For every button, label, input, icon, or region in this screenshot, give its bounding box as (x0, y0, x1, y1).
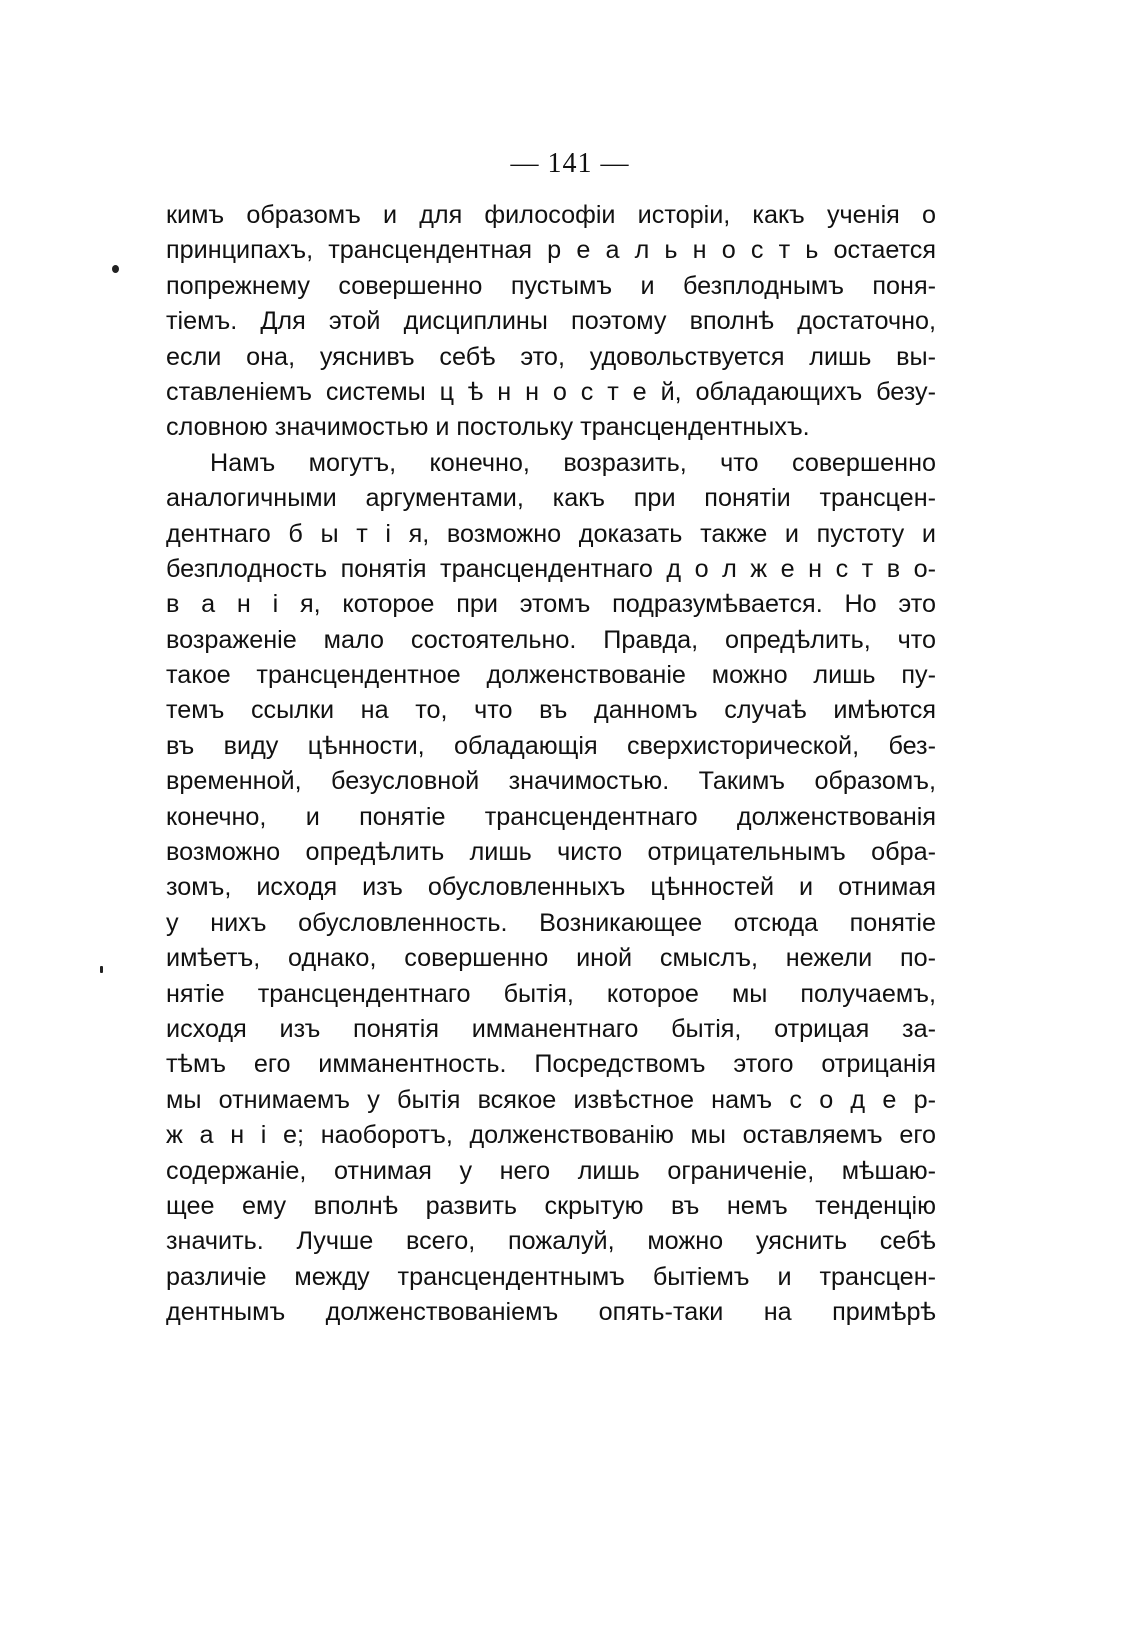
text-line: тѣмъ его имманентность. Посредствомъ этого отрицанiя (166, 1050, 936, 1079)
text-line: если она, уяснивъ себѣ это, удовольствуется лишь вы- (166, 342, 936, 371)
text-line: попрежнему совершенно пустымъ и безплоднымъ поня- (166, 271, 936, 300)
text-line: имѣетъ, однако, совершенно иной смыслъ, нежели по- (166, 944, 936, 973)
text-line: ставленiемъ системы ц ѣ н н о с т е й, обладающихъ безу- (166, 377, 936, 406)
page-number: — 141 — (510, 148, 630, 179)
text-line: возможно опредѣлить лишь чисто отрицательнымъ обра- (166, 838, 936, 867)
text-line: аналогичными аргументами, какъ при понятiи трансцен- (166, 484, 936, 513)
text-line: мы отнимаемъ у бытiя всякое извѣстное намъ с о д е р- (166, 1085, 936, 1114)
text-line: такое трансцендентное долженствованiе можно лишь пу- (166, 661, 936, 690)
text-line: нятiе трансцендентнаго бытiя, которое мы получаемъ, (166, 979, 936, 1008)
text-line: исходя изъ понятiя имманентнаго бытiя, отрицая за- (166, 1014, 936, 1043)
text-line: дентнаго б ы т i я, возможно доказать также и пустоту и (166, 519, 936, 548)
text-line: у нихъ обусловленность. Возникающее отсюда понятiе (166, 908, 936, 937)
text-line: значить. Лучше всего, пожалуй, можно уяснить себѣ (166, 1227, 936, 1256)
text-line: содержанiе, отнимая у него лишь ограниченiе, мѣшаю- (166, 1156, 936, 1185)
scan-speck (112, 265, 119, 273)
text-line: безплодность понятiя трансцендентнаго д о л ж е н с т в о- (166, 554, 936, 583)
paragraph-1 (166, 198, 936, 446)
text-line: временной, безусловной значимостью. Такимъ образомъ, (166, 767, 936, 796)
paragraph-2 (166, 446, 936, 1331)
text-line: конечно, и понятiе трансцендентнаго долженствованiя (166, 802, 936, 831)
text-line: различiе между трансцендентнымъ бытiемъ и трансцен- (166, 1262, 936, 1291)
scan-speck (100, 966, 103, 973)
text-line: в а н i я, которое при этомъ подразумѣвается. Но это (166, 590, 936, 619)
text-line: темъ ссылки на то, что въ данномъ случаѣ имѣются (166, 696, 936, 725)
body-text (166, 198, 936, 1331)
text-line: ж а н i е; наоборотъ, долженствованiю мы оставляемъ его (166, 1121, 936, 1150)
text-line: Намъ могутъ, конечно, возразить, что совершенно (210, 448, 936, 477)
text-line: кимъ образомъ и для философiи исторiи, какъ ученiя о (166, 201, 936, 229)
text-line: принципахъ, трансцендентная р е а л ь н о с т ь остается (166, 236, 936, 265)
text-line: словною значимостью и постольку трансцендентныхъ. (166, 413, 810, 442)
text-line: дентнымъ долженствованiемъ опять-таки на примѣрѣ (166, 1298, 936, 1327)
text-line: зомъ, исходя изъ обусловленныхъ цѣнностей и отнимая (166, 873, 936, 902)
text-line: щее ему вполнѣ развить скрытую въ немъ тенденцiю (166, 1191, 936, 1220)
text-line: въ виду цѣнности, обладающiя сверхисторической, без- (166, 731, 936, 760)
text-line: возраженiе мало состоятельно. Правда, опредѣлить, что (166, 625, 936, 654)
text-line: тiемъ. Для этой дисциплины поэтому вполнѣ достаточно, (166, 307, 936, 336)
